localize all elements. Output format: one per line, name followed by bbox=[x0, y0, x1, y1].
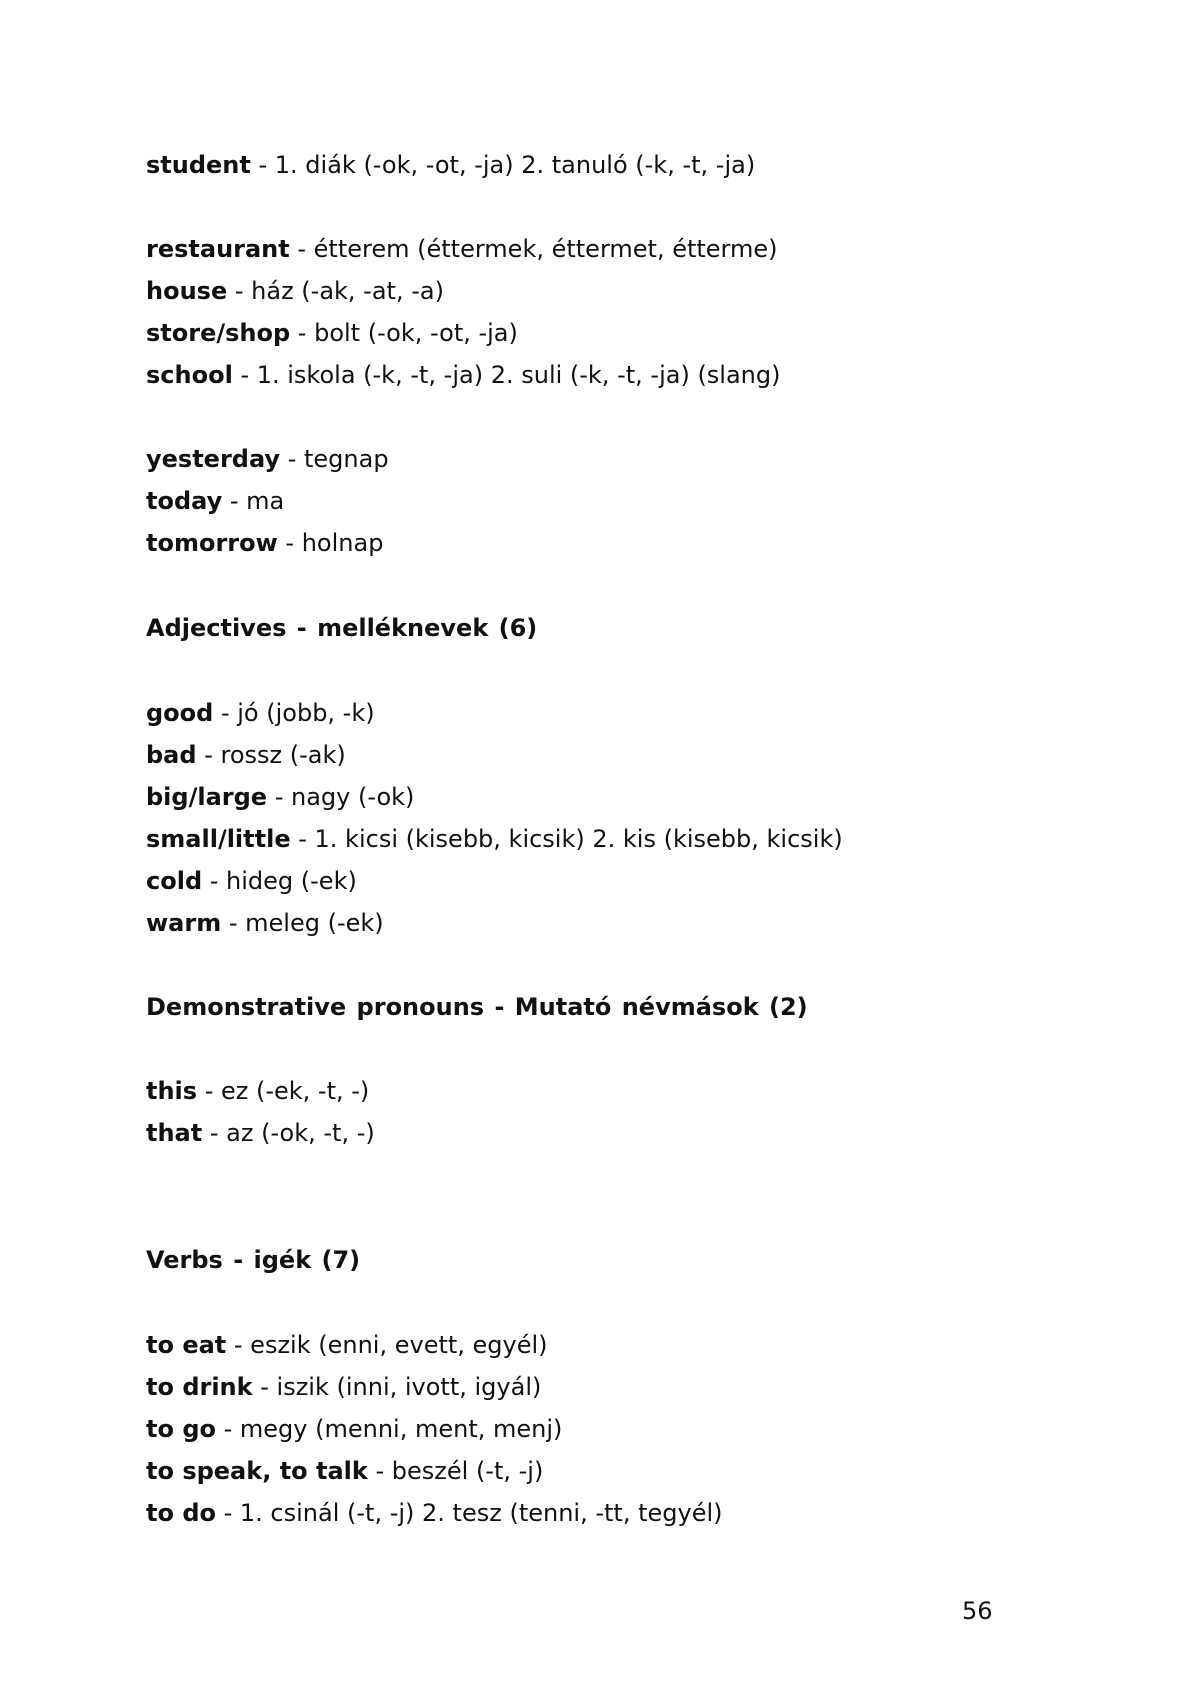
entry-yesterday bbox=[146, 444, 389, 474]
definition: - hideg (-ek) bbox=[202, 867, 357, 895]
definition: - jó (jobb, -k) bbox=[213, 699, 375, 727]
definition: - nagy (-ok) bbox=[267, 783, 415, 811]
term: to eat bbox=[146, 1331, 227, 1359]
term: student bbox=[146, 151, 251, 179]
term: today bbox=[146, 487, 223, 515]
term: big/large bbox=[146, 783, 268, 811]
entry-cold bbox=[146, 866, 357, 896]
heading-demonstratives: Demonstrative pronouns - Mutató névmások (2) bbox=[146, 993, 808, 1021]
entry-bad bbox=[146, 740, 346, 770]
term: restaurant bbox=[146, 235, 290, 263]
entry-warm bbox=[146, 908, 384, 938]
term: tomorrow bbox=[146, 529, 278, 557]
definition: - az (-ok, -t, -) bbox=[202, 1119, 375, 1147]
entry-school bbox=[146, 360, 781, 390]
definition: - 1. diák (-ok, -ot, -ja) 2. tanuló (-k, -t, -ja) bbox=[250, 151, 756, 179]
term: to do bbox=[146, 1499, 216, 1527]
entry-house bbox=[146, 276, 444, 306]
definition: - holnap bbox=[277, 529, 384, 557]
term: good bbox=[146, 699, 214, 727]
heading-adjectives: Adjectives - melléknevek (6) bbox=[146, 614, 538, 642]
entry-drink bbox=[146, 1372, 541, 1402]
entry-go bbox=[146, 1414, 562, 1444]
term: house bbox=[146, 277, 228, 305]
entry-store bbox=[146, 318, 518, 348]
definition: - étterem (éttermek, éttermet, étterme) bbox=[289, 235, 778, 263]
term: this bbox=[146, 1077, 198, 1105]
definition: - ma bbox=[222, 487, 285, 515]
term: yesterday bbox=[146, 445, 281, 473]
definition: - beszél (-t, -j) bbox=[367, 1457, 544, 1485]
term: bad bbox=[146, 741, 197, 769]
definition: - 1. iskola (-k, -t, -ja) 2. suli (-k, -t, -ja) (slang) bbox=[232, 361, 781, 389]
definition: - rossz (-ak) bbox=[196, 741, 346, 769]
entry-student bbox=[146, 150, 755, 180]
entry-big bbox=[146, 782, 414, 812]
definition: - tegnap bbox=[280, 445, 389, 473]
definition: - ház (-ak, -at, -a) bbox=[227, 277, 444, 305]
definition: - megy (menni, ment, menj) bbox=[215, 1415, 563, 1443]
entry-speak bbox=[146, 1456, 543, 1486]
term: cold bbox=[146, 867, 203, 895]
definition: - iszik (inni, ivott, igyál) bbox=[252, 1373, 542, 1401]
entry-this bbox=[146, 1076, 369, 1106]
heading-verbs: Verbs - igék (7) bbox=[146, 1246, 361, 1274]
definition: - eszik (enni, evett, egyél) bbox=[226, 1331, 548, 1359]
entry-today bbox=[146, 486, 284, 516]
term: small/little bbox=[146, 825, 291, 853]
entry-do bbox=[146, 1498, 723, 1528]
entry-eat bbox=[146, 1330, 548, 1360]
definition: - 1. kicsi (kisebb, kicsik) 2. kis (kisebb, kicsik) bbox=[290, 825, 843, 853]
term: to speak, to talk bbox=[146, 1457, 368, 1485]
term: store/shop bbox=[146, 319, 291, 347]
term: to go bbox=[146, 1415, 216, 1443]
entry-good bbox=[146, 698, 375, 728]
term: that bbox=[146, 1119, 203, 1147]
entry-that bbox=[146, 1118, 375, 1148]
term: to drink bbox=[146, 1373, 253, 1401]
definition: - ez (-ek, -t, -) bbox=[197, 1077, 370, 1105]
definition: - meleg (-ek) bbox=[221, 909, 384, 937]
entry-tomorrow bbox=[146, 528, 383, 558]
term: warm bbox=[146, 909, 222, 937]
definition: - bolt (-ok, -ot, -ja) bbox=[290, 319, 518, 347]
entry-small bbox=[146, 824, 843, 854]
page-number: 56 bbox=[962, 1597, 993, 1625]
definition: - 1. csinál (-t, -j) 2. tesz (tenni, -tt, tegyél) bbox=[215, 1499, 723, 1527]
entry-restaurant bbox=[146, 234, 778, 264]
term: school bbox=[146, 361, 233, 389]
